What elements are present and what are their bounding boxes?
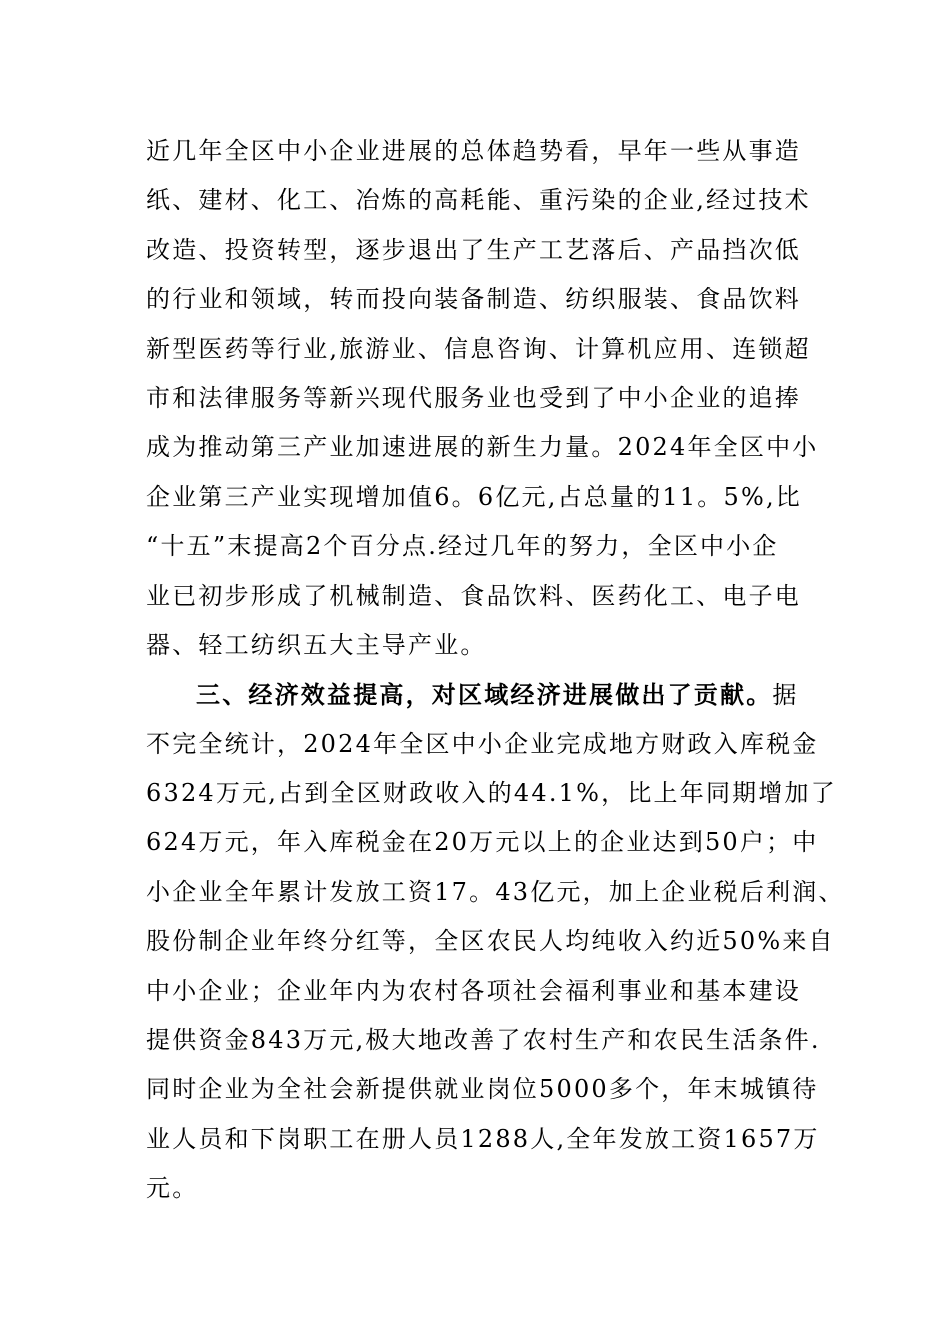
text-line: 中小企业；企业年内为农村各项社会福利事业和基本建设 xyxy=(146,976,801,1005)
text-line: 改造、投资转型，逐步退出了生产工艺落后、产品挡次低 xyxy=(146,235,801,264)
paragraph-industry-structure xyxy=(146,127,826,670)
text-line: 纸、建材、化工、冶炼的高耗能、重污染的企业,经过技术 xyxy=(146,186,811,215)
section-heading-line xyxy=(146,670,826,719)
text-line: “十五”末提高2个百分点.经过几年的努力，全区中小企 xyxy=(146,532,779,561)
text-line: 同时企业为全社会新提供就业岗位5000多个，年末城镇待 xyxy=(146,1075,819,1104)
text-line: 股份制企业年终分红等，全区农民人均纯收入约近50%来自 xyxy=(146,927,835,956)
paragraph-economic-benefits xyxy=(146,670,845,1213)
text-line: 624万元，年入库税金在20万元以上的企业达到50户；中 xyxy=(146,828,819,857)
text-line: 企业第三产业实现增加值6。6亿元,占总量的11。5%,比 xyxy=(146,482,803,511)
text-line: 器、轻工纺织五大主导产业。 xyxy=(146,630,487,659)
text-line: 元。 xyxy=(146,1174,199,1203)
text-line: 新型医药等行业,旅游业、信息咨询、计算机应用、连锁超 xyxy=(146,334,811,363)
document-body xyxy=(146,127,845,1214)
text-line: 的行业和领域，转而投向装备制造、纺织服装、食品饮料 xyxy=(146,285,801,314)
text-line: 提供资金843万元,极大地改善了农村生产和农民生活条件. xyxy=(146,1026,821,1055)
text-line: 市和法律服务等新兴现代服务业也受到了中小企业的追捧 xyxy=(146,383,801,412)
section-heading: 三、经济效益提高，对区域经济进展做出了贡献。 xyxy=(196,680,773,710)
text-line: 业已初步形成了机械制造、食品饮料、医药化工、电子电 xyxy=(146,581,801,610)
text-line: 业人员和下岗职工在册人员1288人,全年发放工资1657万 xyxy=(146,1124,820,1153)
heading-line-rest: 据 xyxy=(772,681,799,710)
text-line: 小企业全年累计发放工资17。43亿元，加上企业税后利润、 xyxy=(146,877,845,906)
text-line: 不完全统计，2024年全区中小企业完成地方财政入库税金 xyxy=(146,729,819,758)
text-line: 近几年全区中小企业进展的总体趋势看，早年一些从事造 xyxy=(146,137,801,165)
text-line: 6324万元,占到全区财政收入的44.1%，比上年同期增加了 xyxy=(146,779,837,808)
text-line: 成为推动第三产业加速进展的新生力量。2024年全区中小 xyxy=(146,433,819,462)
